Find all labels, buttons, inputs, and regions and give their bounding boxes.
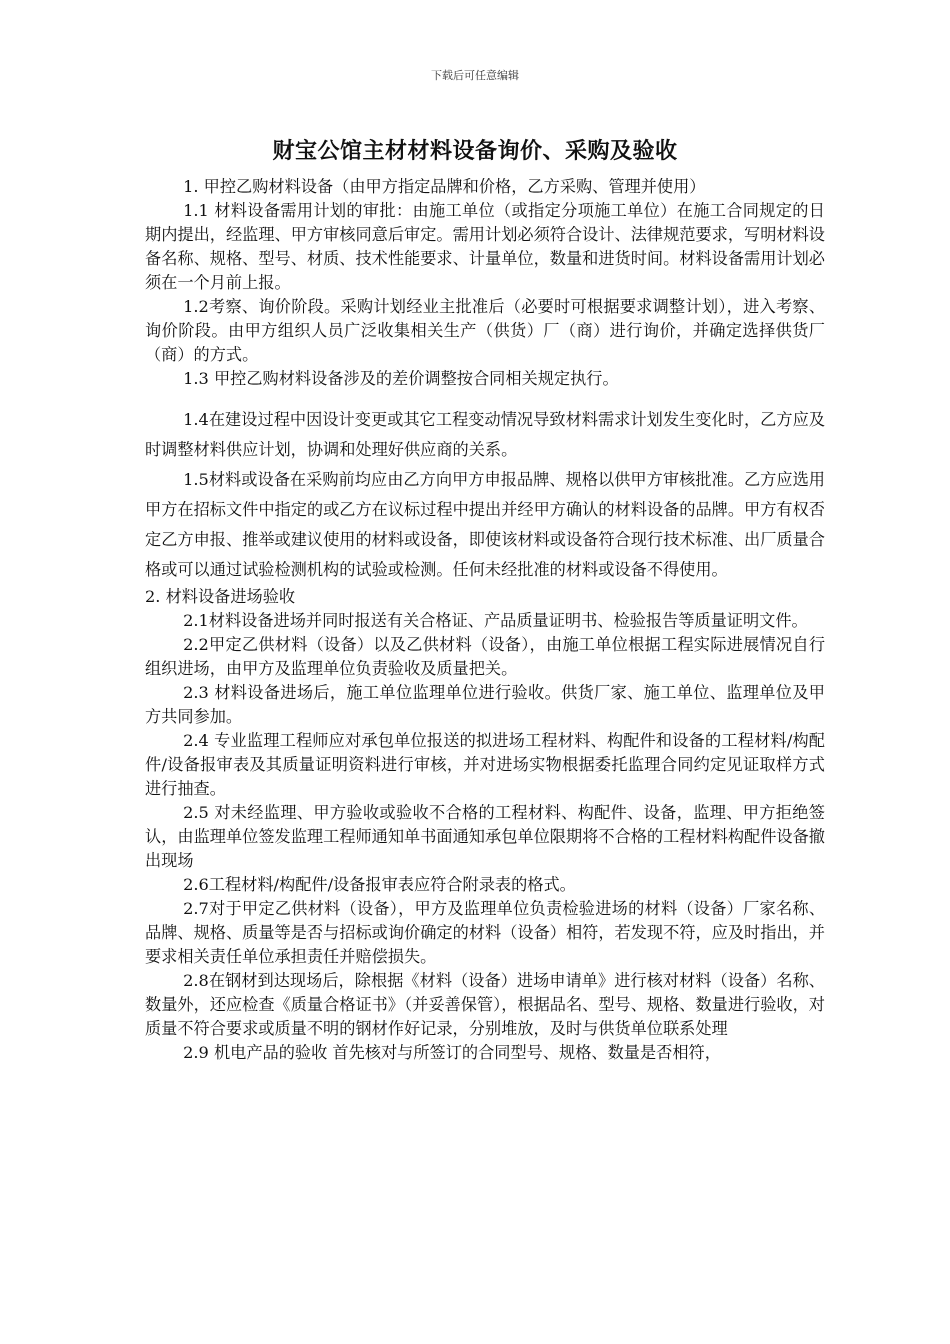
paragraph-2-9: 2.9 机电产品的验收 首先核对与所签订的合同型号、规格、数量是否相符， [183,1043,721,1062]
paragraph-2-2: 2.2甲定乙供材料（设备）以及乙供材料（设备），由施工单位根据工程实际进展情况自行组织进场，由甲方及监理单位负责验收及质量把关。 [145,635,825,678]
paragraph-section-1-heading: 1. 甲控乙购材料设备（由甲方指定品牌和价格，乙方采购、管理并使用） [183,177,706,196]
header-note: 下载后可任意编辑 [431,69,519,82]
paragraph-2-1: 2.1材料设备进场并同时报送有关合格证、产品质量证明书、检验报告等质量证明文件。 [183,611,808,630]
paragraph-2-6: 2.6工程材料/构配件/设备报审表应符合附录表的格式。 [183,875,576,894]
document-title: 财宝公馆主材材料设备询价、采购及验收 [272,139,678,164]
paragraph-1-4: 1.4在建设过程中因设计变更或其它工程变动情况导致材料需求计划发生变化时，乙方应及时调整材料供应计划，协调和处理好供应商的关系。 [145,410,825,459]
paragraph-1-5: 1.5材料或设备在采购前均应由乙方向甲方申报品牌、规格以供甲方审核批准。乙方应选用甲方在招标文件中指定的或乙方在议标过程中提出并经甲方确认的材料设备的品牌。甲方有权否定乙方申报、推举或建议使用的材料或设备，即使该材料或设备符合现行技术标准、出厂质量合格或可以通过试验检测机构的试验或检测。任何未经批准的材料或设备不得使用。 [145,470,825,579]
paragraph-1-1: 1.1 材料设备需用计划的审批：由施工单位（或指定分项施工单位）在施工合同规定的日期内提出，经监理、甲方审核同意后审定。需用计划必须符合设计、法律规范要求，写明材料设备名称、规格、型号、材质、技术性能要求、计量单位，数量和进货时间。材料设备需用计划必须在一个月前上报。 [145,201,825,292]
paragraph-section-2-heading: 2. 材料设备进场验收 [145,587,296,606]
paragraph-2-5: 2.5 对未经监理、甲方验收或验收不合格的工程材料、构配件、设备，监理、甲方拒绝签认，由监理单位签发监理工程师通知单书面通知承包单位限期将不合格的工程材料构配件设备撤出现场 [145,803,825,870]
document-body [145,175,825,1065]
paragraph-2-8: 2.8在钢材到达现场后，除根据《材料（设备）进场申请单》进行核对材料（设备）名称、数量外，还应检查《质量合格证书》（并妥善保管），根据品名、型号、规格、数量进行验收，对质量不符合要求或质量不明的钢材作好记录，分别堆放，及时与供货单位联系处理 [145,971,825,1038]
paragraph-2-4: 2.4 专业监理工程师应对承包单位报送的拟进场工程材料、构配件和设备的工程材料/构配件/设备报审表及其质量证明资料进行审核，并对进场实物根据委托监理合同约定见证取样方式进行抽查。 [145,731,825,798]
paragraph-1-3: 1.3 甲控乙购材料设备涉及的差价调整按合同相关规定执行。 [183,369,619,388]
paragraph-1-2: 1.2考察、询价阶段。采购计划经业主批准后（必要时可根据要求调整计划），进入考察、询价阶段。由甲方组织人员广泛收集相关生产（供货）厂（商）进行询价，并确定选择供货厂（商）的方式。 [145,297,825,364]
paragraph-2-7: 2.7对于甲定乙供材料（设备），甲方及监理单位负责检验进场的材料（设备）厂家名称、品牌、规格、质量等是否与招标或询价确定的材料（设备）相符，若发现不符，应及时指出，并要求相关责任单位承担责任并赔偿损失。 [145,899,825,966]
paragraph-2-3: 2.3 材料设备进场后，施工单位监理单位进行验收。供货厂家、施工单位、监理单位及甲方共同参加。 [145,683,825,726]
